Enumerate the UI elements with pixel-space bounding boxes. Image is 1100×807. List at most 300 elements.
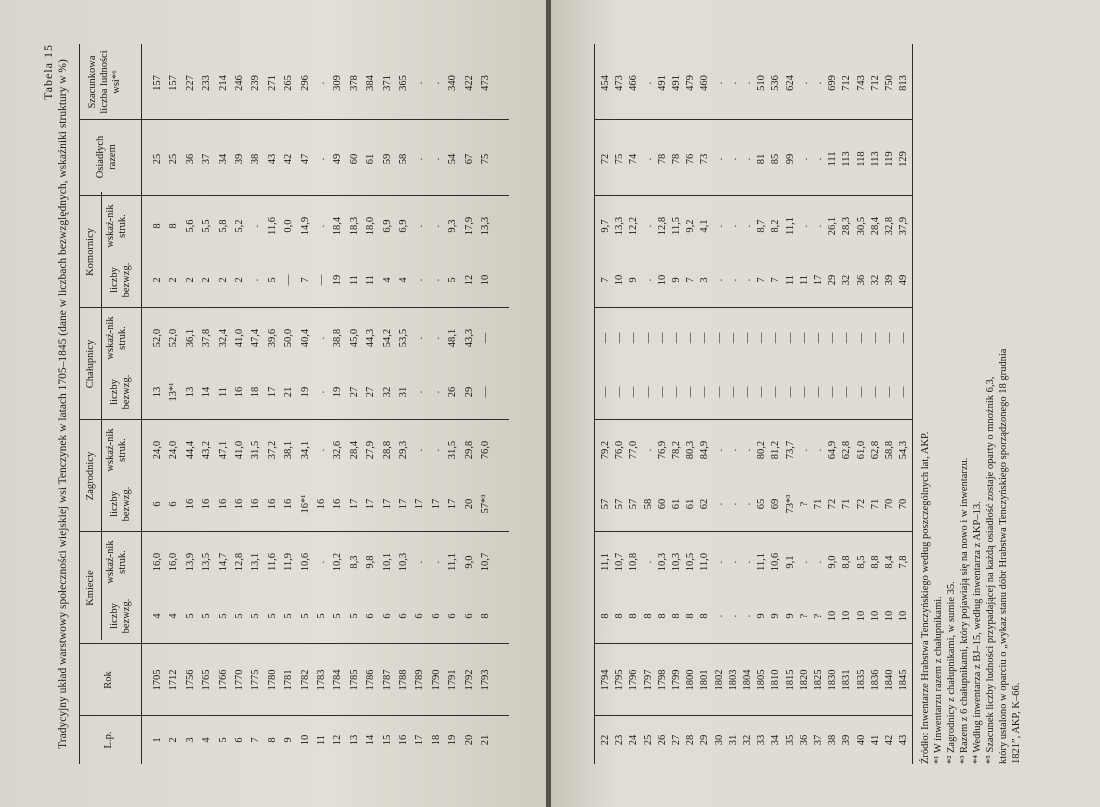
table-row — [233, 44, 247, 764]
cell-zagrodnicy-index: . — [316, 448, 327, 451]
cell-chalupnicy-count: — — [713, 386, 725, 397]
cell-population-estimate: 233 — [201, 74, 213, 91]
cell-kmiecie-index: 10,1 — [381, 552, 393, 571]
cell-chalupnicy-count: 18 — [250, 386, 262, 397]
cell-komornicy-count: 7 — [769, 276, 781, 283]
cell-zagrodnicy-count: . — [741, 502, 753, 505]
cell-zagrodnicy-count: 62 — [698, 498, 710, 509]
cell-komornicy-index: . — [250, 224, 262, 227]
cell-komornicy-count: 2 — [201, 276, 213, 283]
cell-chalupnicy-index: 48,1 — [447, 328, 459, 347]
cell-kmiecie-index: 8,3 — [348, 554, 360, 569]
cell-lp: 29 — [698, 734, 710, 745]
cell-komornicy-count: . — [642, 278, 654, 281]
table-row — [282, 44, 296, 764]
cell-zagrodnicy-index: 64,9 — [826, 440, 838, 459]
cell-lp: 18 — [430, 734, 442, 745]
cell-lp: 14 — [365, 734, 377, 745]
cell-kmiecie-index: 10,8 — [627, 552, 639, 571]
cell-zagrodnicy-index: 62,8 — [840, 440, 852, 459]
cell-population-estimate: . — [727, 81, 739, 84]
cell-chalupnicy-count: 13 — [184, 386, 196, 397]
cell-zagrodnicy-index: 32,6 — [332, 440, 344, 459]
cell-year: 1835 — [855, 669, 867, 690]
cell-zagrodnicy-count: 58 — [642, 498, 654, 509]
cell-population-estimate: 479 — [684, 74, 696, 91]
cell-komornicy-index: . — [713, 224, 725, 227]
cell-year: 1801 — [698, 669, 710, 690]
cell-kmiecie-count: 5 — [217, 612, 229, 619]
cell-komornicy-count: 5 — [447, 276, 459, 283]
table-row — [883, 44, 897, 764]
table-row — [769, 44, 783, 764]
cell-kmiecie-index: 10,2 — [332, 552, 344, 571]
cell-lp: 5 — [217, 736, 229, 743]
cell-year: 1798 — [656, 669, 668, 690]
cell-chalupnicy-count: 19 — [299, 386, 311, 397]
cell-osiadlych-total: 73 — [698, 153, 710, 164]
cell-kmiecie-count: 10 — [826, 610, 838, 621]
cell-lp: 35 — [784, 734, 796, 745]
cell-chalupnicy-index: 32,4 — [217, 328, 229, 347]
cell-year: 1796 — [627, 669, 639, 690]
cell-zagrodnicy-index: . — [414, 448, 426, 451]
cell-kmiecie-index: 10,6 — [769, 552, 781, 571]
cell-komornicy-index: . — [798, 224, 810, 227]
cell-year: 1766 — [217, 669, 229, 690]
cell-zagrodnicy-count: . — [727, 502, 739, 505]
cell-chalupnicy-index: . — [316, 336, 327, 339]
cell-zagrodnicy-index: 24,0 — [168, 440, 180, 459]
table-row — [627, 44, 641, 764]
cell-kmiecie-index: 13,1 — [250, 552, 262, 571]
cell-kmiecie-count: 8 — [656, 612, 668, 619]
cell-chalupnicy-index: — — [480, 332, 491, 343]
cell-kmiecie-count: . — [727, 614, 739, 617]
cell-zagrodnicy-index: . — [741, 448, 753, 451]
cell-year: 1799 — [670, 669, 682, 690]
header-wskaznik: wskaź-nik struk. — [105, 203, 128, 248]
cell-zagrodnicy-count: 6 — [152, 500, 163, 507]
cell-year: 1712 — [168, 669, 180, 690]
cell-osiadlych-total: 119 — [883, 150, 895, 167]
cell-chalupnicy-index: — — [883, 332, 895, 343]
cell-komornicy-count: 32 — [869, 274, 881, 285]
cell-chalupnicy-index: 43,3 — [463, 328, 475, 347]
cell-chalupnicy-index: — — [613, 332, 625, 343]
cell-chalupnicy-index: 47,4 — [250, 328, 262, 347]
table-row — [868, 44, 882, 764]
cell-lp: 40 — [855, 734, 867, 745]
cell-year: 1791 — [447, 669, 459, 690]
cell-lp: 17 — [414, 734, 426, 745]
cell-zagrodnicy-index: 27,9 — [365, 440, 377, 459]
cell-komornicy-count: 2 — [184, 276, 196, 283]
cell-chalupnicy-count: 21 — [283, 386, 295, 397]
table-row — [364, 44, 378, 764]
header-top-rule — [79, 44, 80, 764]
cell-kmiecie-index: 14,7 — [217, 552, 229, 571]
cell-zagrodnicy-index: 47,1 — [217, 440, 229, 459]
cell-komornicy-index: 5,2 — [234, 218, 245, 233]
table-row — [783, 44, 797, 764]
cell-komornicy-count: 7 — [599, 276, 611, 283]
cell-year: 1756 — [184, 669, 196, 690]
cell-population-estimate: 296 — [299, 74, 311, 91]
cell-komornicy-index: 8,2 — [769, 218, 781, 233]
left-page-rotated-content — [39, 44, 509, 764]
cell-osiadlych-total: 72 — [599, 153, 611, 164]
cell-komornicy-count: . — [741, 278, 753, 281]
cell-osiadlych-total: . — [316, 157, 327, 160]
cell-zagrodnicy-count: ? — [798, 501, 810, 506]
cell-chalupnicy-count: — — [784, 386, 796, 397]
cell-lp: 21 — [480, 734, 491, 745]
cell-zagrodnicy-index: 80,2 — [755, 440, 767, 459]
cell-chalupnicy-index: — — [713, 332, 725, 343]
cell-chalupnicy-count: 19 — [332, 386, 344, 397]
cell-kmiecie-index: 13,5 — [201, 552, 213, 571]
cell-zagrodnicy-count: 16 — [217, 498, 229, 509]
cell-osiadlych-total: 34 — [217, 153, 229, 164]
cell-zagrodnicy-count: 17 — [381, 498, 393, 509]
cell-zagrodnicy-index: 43,2 — [201, 440, 213, 459]
cell-kmiecie-index: 10,3 — [670, 552, 682, 571]
table-row — [463, 44, 477, 764]
cell-kmiecie-index: 11,0 — [698, 552, 710, 571]
cell-lp: 37 — [812, 734, 824, 745]
cell-chalupnicy-index: — — [727, 332, 739, 343]
table-row — [249, 44, 263, 764]
header-komornicy: Komornicy — [85, 227, 96, 276]
cell-zagrodnicy-count: 16*¹ — [299, 494, 311, 513]
cell-osiadlych-total: 58 — [398, 153, 409, 164]
cell-zagrodnicy-count: 72 — [826, 498, 838, 509]
cell-lp: 22 — [599, 734, 611, 745]
cell-population-estimate: 157 — [152, 74, 163, 91]
table-row — [726, 44, 740, 764]
cell-chalupnicy-count: — — [869, 386, 881, 397]
cell-lp: 24 — [627, 734, 639, 745]
cell-year: 1815 — [784, 669, 796, 690]
table-row — [151, 44, 165, 764]
cell-komornicy-index: 37,9 — [897, 216, 909, 235]
cell-year: 1780 — [266, 669, 278, 690]
cell-zagrodnicy-index: 31,5 — [250, 440, 262, 459]
cell-year: 1784 — [332, 669, 344, 690]
cell-chalupnicy-index: — — [897, 332, 909, 343]
cell-chalupnicy-index: — — [642, 332, 654, 343]
cell-komornicy-count: 12 — [463, 274, 475, 285]
cell-year: 1765 — [201, 669, 213, 690]
cell-osiadlych-total: . — [741, 157, 753, 160]
cell-population-estimate: 371 — [381, 74, 393, 91]
footnote-5: *⁵ Szacunek liczby ludności przypadającej na każdą osiadłość zostaje oparty o mnożnik 6,3, — [984, 376, 996, 764]
cell-zagrodnicy-index: 41,0 — [234, 440, 245, 459]
cell-lp: 10 — [299, 734, 311, 745]
cell-komornicy-count: 11 — [798, 274, 810, 285]
table-row — [698, 44, 712, 764]
cell-lp: 42 — [883, 734, 895, 745]
cell-chalupnicy-index: 40,4 — [299, 328, 311, 347]
footnote-4: *⁴ Według inwentarza z BJ–15, według inwentarza z AKP–13. — [971, 500, 983, 764]
cell-kmiecie-count: ? — [812, 613, 824, 618]
cell-komornicy-count: . — [414, 278, 426, 281]
cell-chalupnicy-count: — — [855, 386, 867, 397]
table-row — [655, 44, 669, 764]
cell-year: 1788 — [398, 669, 409, 690]
table-row — [348, 44, 362, 764]
cell-komornicy-index: 18,4 — [332, 216, 344, 235]
cell-kmiecie-count: 10 — [897, 610, 909, 621]
cell-lp: 28 — [684, 734, 696, 745]
cell-kmiecie-count: 5 — [316, 612, 327, 619]
cell-zagrodnicy-index: 61,0 — [855, 440, 867, 459]
cell-lp: 43 — [897, 734, 909, 745]
cell-zagrodnicy-count: 73*³ — [784, 494, 796, 513]
cell-chalupnicy-index: — — [670, 332, 682, 343]
cell-population-estimate: 454 — [599, 74, 611, 91]
cell-zagrodnicy-count: 17 — [348, 498, 360, 509]
cell-kmiecie-count: 8 — [613, 612, 625, 619]
cell-komornicy-index: 11,1 — [784, 216, 796, 235]
cell-lp: 26 — [656, 734, 668, 745]
cell-chalupnicy-count: 17 — [266, 386, 278, 397]
cell-lp: 15 — [381, 734, 393, 745]
cell-population-estimate: . — [798, 81, 810, 84]
cell-zagrodnicy-index: . — [812, 448, 824, 451]
cell-osiadlych-total: 60 — [348, 153, 360, 164]
cell-komornicy-count: 11 — [348, 274, 360, 285]
table-row — [413, 44, 427, 764]
cell-chalupnicy-index: 45,0 — [348, 328, 360, 347]
cell-population-estimate: . — [316, 81, 327, 84]
cell-chalupnicy-count: 14 — [201, 386, 213, 397]
cell-komornicy-count: 2 — [168, 276, 180, 283]
header-liczby: liczby bezwzg. — [109, 262, 132, 297]
cell-chalupnicy-index: . — [414, 336, 426, 339]
cell-year: 1830 — [826, 669, 838, 690]
cell-komornicy-count: 11 — [365, 274, 377, 285]
cell-kmiecie-count: 8 — [599, 612, 611, 619]
cell-chalupnicy-index: — — [769, 332, 781, 343]
cell-zagrodnicy-count: 16 — [184, 498, 196, 509]
table-row — [167, 44, 181, 764]
cell-year: 1820 — [798, 669, 810, 690]
cell-kmiecie-index: 9,0 — [826, 554, 838, 569]
header-liczby: liczby bezwzg. — [109, 486, 132, 521]
cell-chalupnicy-index: . — [430, 336, 442, 339]
cell-chalupnicy-index: 52,0 — [152, 328, 163, 347]
cell-komornicy-index: 30,5 — [855, 216, 867, 235]
cell-kmiecie-index: . — [798, 560, 810, 563]
cell-komornicy-index: . — [316, 224, 327, 227]
cell-osiadlych-total: . — [798, 157, 810, 160]
cell-chalupnicy-index: — — [755, 332, 767, 343]
table-row — [812, 44, 826, 764]
cell-chalupnicy-count: — — [480, 386, 491, 397]
cell-chalupnicy-index: 37,8 — [201, 328, 213, 347]
cell-zagrodnicy-index: 31,5 — [447, 440, 459, 459]
cell-chalupnicy-index: — — [684, 332, 696, 343]
cell-zagrodnicy-index: 29,3 — [398, 440, 409, 459]
cell-zagrodnicy-count: 16 — [266, 498, 278, 509]
cell-osiadlych-total: 78 — [656, 153, 668, 164]
table-top-rule — [594, 44, 595, 764]
cell-lp: 8 — [266, 736, 278, 743]
table-row — [599, 44, 613, 764]
cell-population-estimate: . — [642, 81, 654, 84]
cell-year: 1795 — [613, 669, 625, 690]
cell-zagrodnicy-index: 80,3 — [684, 440, 696, 459]
table-title: Tradycyjny układ warstwowy społeczności wiejskiej wsi Tenczynek w latach 1705–1845 (dane w liczbach bezwzględnych, wskaźniki struktury w %) — [57, 58, 69, 749]
cell-zagrodnicy-index: 81,2 — [769, 440, 781, 459]
table-row — [854, 44, 868, 764]
cell-chalupnicy-count: — — [741, 386, 753, 397]
cell-kmiecie-index: 10,6 — [299, 552, 311, 571]
cell-population-estimate: 536 — [769, 74, 781, 91]
cell-kmiecie-index: 8,4 — [883, 554, 895, 569]
cell-zagrodnicy-count: 71 — [812, 498, 824, 509]
footnote-source: Źródło: Inwentarze Hrabstwa Tenczyńskiego według poszczególnych lat, AKP. — [919, 431, 931, 764]
cell-year: 1797 — [642, 669, 654, 690]
cell-kmiecie-count: 5 — [266, 612, 278, 619]
cell-komornicy-count: 5 — [266, 276, 278, 283]
cell-year: 1790 — [430, 669, 442, 690]
header-osiadlych: Osiadłych razem — [95, 135, 118, 178]
cell-lp: 6 — [234, 736, 245, 743]
cell-zagrodnicy-index: 24,0 — [152, 440, 163, 459]
cell-komornicy-count: 39 — [883, 274, 895, 285]
header-zagrodnicy: Zagrodnicy — [85, 451, 96, 500]
cell-chalupnicy-count: . — [430, 390, 442, 393]
cell-population-estimate: 466 — [627, 74, 639, 91]
cell-kmiecie-count: 6 — [414, 612, 426, 619]
cell-year: 1845 — [897, 669, 909, 690]
cell-zagrodnicy-index: 62,8 — [869, 440, 881, 459]
cell-komornicy-index: 5,8 — [217, 218, 229, 233]
cell-komornicy-count: 2 — [234, 276, 245, 283]
cell-zagrodnicy-index: 77,0 — [627, 440, 639, 459]
cell-komornicy-count: 7 — [299, 276, 311, 283]
cell-population-estimate: 491 — [670, 74, 682, 91]
cell-lp: 41 — [869, 734, 881, 745]
cell-komornicy-index: . — [812, 224, 824, 227]
cell-zagrodnicy-index: 76,9 — [656, 440, 668, 459]
cell-zagrodnicy-count: 57 — [599, 498, 611, 509]
cell-komornicy-count: . — [430, 278, 442, 281]
cell-kmiecie-index: 10,3 — [656, 552, 668, 571]
cell-osiadlych-total: 75 — [480, 153, 491, 164]
cell-komornicy-count: 7 — [755, 276, 767, 283]
table-row — [397, 44, 411, 764]
cell-population-estimate: . — [414, 81, 426, 84]
cell-lp: 33 — [755, 734, 767, 745]
cell-zagrodnicy-count: 17 — [447, 498, 459, 509]
cell-kmiecie-count: 9 — [755, 612, 767, 619]
cell-year: 1782 — [299, 669, 311, 690]
cell-kmiecie-index: 13,9 — [184, 552, 196, 571]
cell-komornicy-index: 6,9 — [398, 218, 409, 233]
cell-komornicy-index: . — [727, 224, 739, 227]
cell-chalupnicy-count: — — [698, 386, 710, 397]
cell-komornicy-index: 32,8 — [883, 216, 895, 235]
cell-lp: 19 — [447, 734, 459, 745]
cell-year: 1810 — [769, 669, 781, 690]
cell-lp: 39 — [840, 734, 852, 745]
cell-lp: 27 — [670, 734, 682, 745]
cell-komornicy-count: 49 — [897, 274, 909, 285]
cell-osiadlych-total: 61 — [365, 153, 377, 164]
table-number: Tabela 15 — [41, 43, 55, 100]
cell-komornicy-count: 2 — [217, 276, 229, 283]
table-row — [897, 44, 911, 764]
cell-chalupnicy-count: 11 — [217, 386, 229, 397]
cell-chalupnicy-count: — — [897, 386, 909, 397]
cell-kmiecie-count: 10 — [883, 610, 895, 621]
cell-chalupnicy-count: — — [769, 386, 781, 397]
cell-komornicy-count: — — [283, 274, 295, 285]
cell-chalupnicy-count: — — [670, 386, 682, 397]
cell-population-estimate: 246 — [234, 74, 245, 91]
cell-osiadlych-total: 36 — [184, 153, 196, 164]
cell-komornicy-index: 8,7 — [755, 218, 767, 233]
cell-year: 1786 — [365, 669, 377, 690]
footnote-2: *² Zagrodnicy z chałupnikami, w sumie 35. — [945, 580, 957, 764]
cell-chalupnicy-count: 27 — [348, 386, 360, 397]
cell-kmiecie-count: 10 — [869, 610, 881, 621]
cell-komornicy-index: . — [414, 224, 426, 227]
cell-year: 1785 — [348, 669, 360, 690]
cell-chalupnicy-index: — — [599, 332, 611, 343]
cell-zagrodnicy-count: 16 — [316, 498, 327, 509]
cell-population-estimate: 239 — [250, 74, 262, 91]
cell-population-estimate: 750 — [883, 74, 895, 91]
cell-chalupnicy-count: — — [798, 386, 810, 397]
cell-osiadlych-total: . — [414, 157, 426, 160]
cell-kmiecie-index: 8,8 — [869, 554, 881, 569]
cell-komornicy-index: 28,4 — [869, 216, 881, 235]
cell-zagrodnicy-index: . — [713, 448, 725, 451]
cell-lp: 2 — [168, 736, 180, 743]
cell-komornicy-count: . — [713, 278, 725, 281]
cell-zagrodnicy-count: 16 — [332, 498, 344, 509]
cell-kmiecie-count: 5 — [299, 612, 311, 619]
cell-kmiecie-index: . — [727, 560, 739, 563]
cell-zagrodnicy-count: 61 — [684, 498, 696, 509]
cell-year: 1783 — [316, 669, 327, 690]
cell-population-estimate: . — [430, 81, 442, 84]
cell-lp: 38 — [826, 734, 838, 745]
cell-osiadlych-total: 81 — [755, 153, 767, 164]
table-row — [217, 44, 231, 764]
cell-kmiecie-count: 4 — [152, 612, 163, 619]
cell-lp: 3 — [184, 736, 196, 743]
cell-komornicy-index: 18,3 — [348, 216, 360, 235]
cell-komornicy-index: 6,9 — [381, 218, 393, 233]
cell-kmiecie-count: 8 — [684, 612, 696, 619]
cell-lp: 30 — [713, 734, 725, 745]
cell-kmiecie-count: 5 — [283, 612, 295, 619]
cell-kmiecie-count: 8 — [670, 612, 682, 619]
table-row — [315, 44, 329, 764]
cell-komornicy-count: 3 — [698, 276, 710, 283]
cell-kmiecie-index: 11,1 — [599, 552, 611, 571]
cell-year: 1802 — [713, 669, 725, 690]
cell-kmiecie-count: . — [741, 614, 753, 617]
table-row — [670, 44, 684, 764]
cell-year: 1803 — [727, 669, 739, 690]
